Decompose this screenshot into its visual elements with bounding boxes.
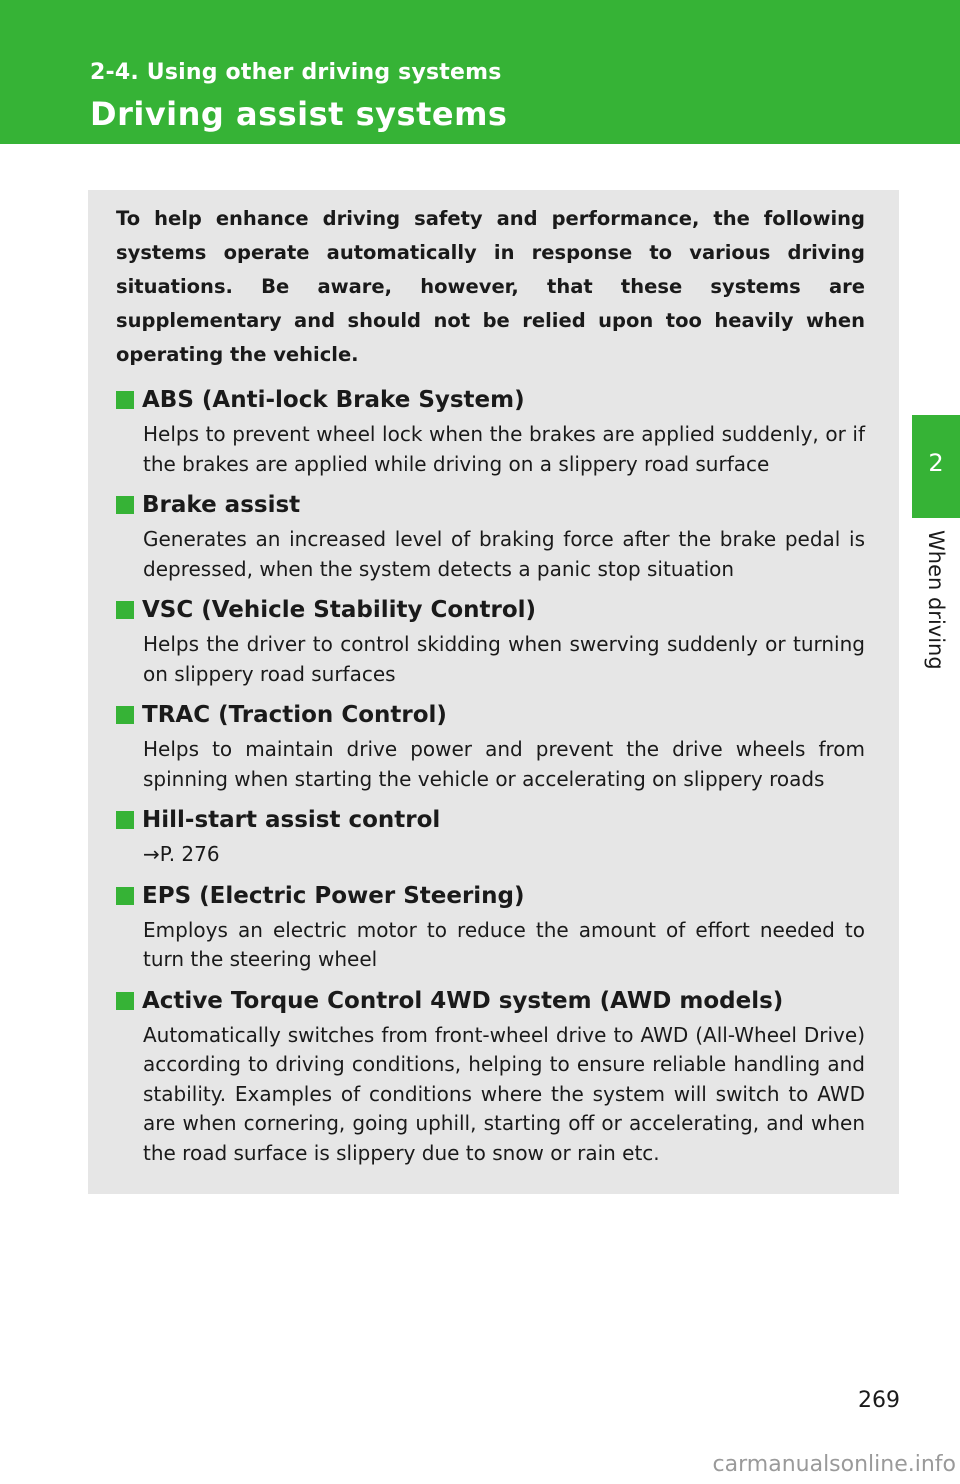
- section-eps: [116, 878, 865, 975]
- page-reference-link[interactable]: →P. 276: [143, 842, 220, 866]
- section-heading-text: VSC (Vehicle Stability Control): [142, 597, 537, 623]
- section-heading: [116, 487, 865, 523]
- square-bullet-icon: [116, 391, 134, 409]
- square-bullet-icon: [116, 601, 134, 619]
- content-box: [88, 190, 899, 1194]
- section-heading-text: Active Torque Control 4WD system (AWD models): [142, 987, 784, 1014]
- section-body: Generates an increased level of braking force after the brake pedal is depressed, when the system detects a panic stop situation: [143, 527, 865, 581]
- section-heading: [116, 878, 865, 914]
- section-heading-text: ABS (Anti-lock Brake System): [142, 387, 525, 413]
- square-bullet-icon: [116, 496, 134, 514]
- section-heading-text: Hill-start assist control: [142, 807, 441, 833]
- section-body: Employs an electric motor to reduce the amount of effort needed to turn the steering wheel: [143, 917, 865, 971]
- section-label: 2-4. Using other driving systems: [90, 60, 502, 85]
- section-heading: [116, 592, 865, 628]
- page-header: [0, 0, 960, 144]
- section-heading-text: EPS (Electric Power Steering): [142, 882, 525, 909]
- square-bullet-icon: [116, 811, 134, 829]
- section-body: Automatically switches from front-wheel drive to AWD (All-Wheel Drive) according to driving conditions, helping to ensure reliable handling and stability. Examples of conditions where the system will switch to AWD are when cornering, going uphill, starting off or accelerating, and when the road surface is slippery due to snow or rain etc.: [143, 1022, 865, 1165]
- square-bullet-icon: [116, 706, 134, 724]
- section-heading: [116, 382, 865, 418]
- section-heading-text: Brake assist: [142, 492, 301, 518]
- section-trac: [116, 697, 865, 794]
- section-vsc: [116, 592, 865, 689]
- section-heading-text: TRAC (Traction Control): [142, 702, 447, 728]
- section-brake-assist: [116, 487, 865, 584]
- square-bullet-icon: [116, 992, 134, 1010]
- intro-text: To help enhance driving safety and performance, the following systems operate automatically in response to various driving situations. Be aware, however, that these systems are supplementary and should not be relied upon too heavily when operating the vehicle.: [116, 207, 865, 366]
- section-abs: [116, 382, 865, 479]
- section-hill-start: [116, 802, 865, 870]
- square-bullet-icon: [116, 887, 134, 905]
- section-body: Helps to maintain drive power and prevent the drive wheels from spinning when starting the vehicle or accelerating on slippery roads: [143, 737, 865, 791]
- watermark: carmanualsonline.info: [712, 1452, 956, 1477]
- section-heading: [116, 983, 865, 1019]
- chapter-label: When driving: [924, 530, 948, 670]
- section-heading: [116, 697, 865, 733]
- section-heading: [116, 802, 865, 838]
- section-body: Helps to prevent wheel lock when the brakes are applied suddenly, or if the brakes are applied while driving on a slippery road surface: [143, 422, 865, 476]
- section-body: Helps the driver to control skidding when swerving suddenly or turning on slippery road surfaces: [143, 632, 865, 686]
- section-active-torque: [116, 983, 865, 1169]
- page-title: Driving assist systems: [90, 95, 508, 133]
- chapter-tab[interactable]: [912, 415, 960, 518]
- chapter-number: 2: [928, 449, 944, 477]
- page-number: 269: [858, 1388, 900, 1413]
